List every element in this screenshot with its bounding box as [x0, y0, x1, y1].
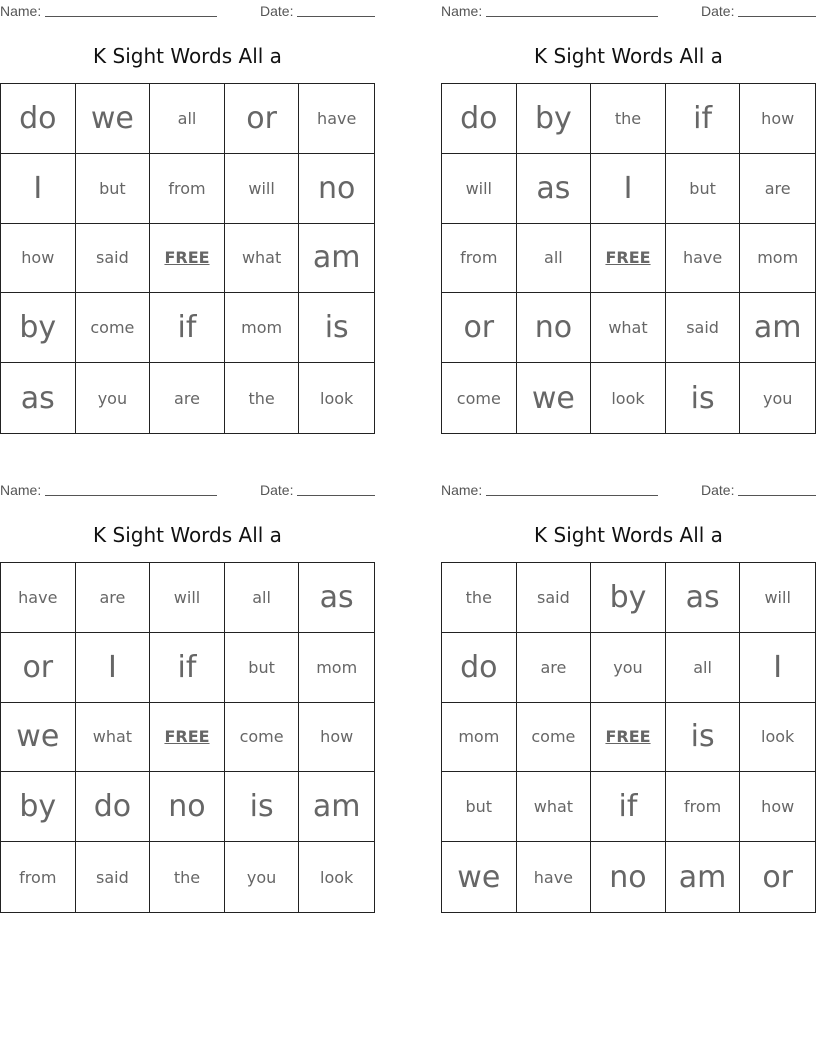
- word-cell: how: [1, 224, 76, 294]
- name-label: Name:: [0, 3, 42, 19]
- bingo-card: [0, 479, 375, 919]
- word-cell: all: [666, 633, 741, 703]
- word-cell: are: [740, 154, 815, 224]
- word-cell: come: [442, 363, 517, 433]
- word-cell: we: [76, 84, 151, 154]
- card-title: K Sight Words All a: [93, 523, 282, 547]
- word-cell: we: [1, 703, 76, 773]
- word-cell: what: [591, 293, 666, 363]
- word-cell: if: [150, 633, 225, 703]
- word-cell: you: [762, 388, 793, 408]
- word-cell: am: [299, 224, 374, 294]
- word-cell: look: [740, 703, 815, 773]
- word-cell: I: [1, 154, 76, 224]
- word-cell: from: [150, 154, 225, 224]
- word-cell: no: [591, 842, 666, 912]
- word-cell: we: [517, 363, 592, 433]
- name-label: Name:: [441, 482, 483, 498]
- word-cell: look: [320, 867, 354, 887]
- word-cell: do: [76, 772, 151, 842]
- word-cell: mom: [740, 224, 815, 294]
- word-cell: am: [666, 842, 741, 912]
- date-label: Date:: [701, 482, 735, 498]
- word-cell: how: [740, 84, 815, 154]
- word-cell: said: [666, 293, 741, 363]
- word-cell: is: [225, 772, 300, 842]
- word-cell: no: [299, 154, 374, 224]
- word-cell: mom: [442, 703, 517, 773]
- word-cell: you: [76, 363, 151, 433]
- word-cell: what: [517, 772, 592, 842]
- word-cell: come: [76, 293, 151, 363]
- word-cell: are: [517, 633, 592, 703]
- word-cell: or: [225, 84, 300, 154]
- word-cell: is: [666, 703, 741, 773]
- word-cell: all: [225, 563, 300, 633]
- word-cell: have: [666, 224, 741, 294]
- word-cell: the: [225, 363, 300, 433]
- word-cell: all: [517, 224, 592, 294]
- date-blank-line: [738, 495, 816, 496]
- word-cell: do: [1, 84, 76, 154]
- name-blank-line: [486, 495, 658, 496]
- bingo-grid: [441, 83, 816, 434]
- word-cell: what: [225, 224, 300, 294]
- word-cell: as: [299, 563, 374, 633]
- free-space-cell: FREE: [150, 224, 225, 294]
- word-cell: but: [225, 633, 300, 703]
- word-cell: how: [299, 703, 374, 773]
- date-label: Date:: [260, 3, 294, 19]
- word-cell: as: [666, 563, 741, 633]
- word-cell: if: [591, 772, 666, 842]
- card-header: [441, 482, 816, 498]
- word-cell: look: [320, 388, 354, 408]
- word-cell: mom: [225, 293, 300, 363]
- bingo-grid: [441, 562, 816, 913]
- word-cell: come: [517, 703, 592, 773]
- word-cell: have: [1, 563, 76, 633]
- word-cell: by: [591, 563, 666, 633]
- date-label: Date:: [260, 482, 294, 498]
- word-cell: but: [666, 154, 741, 224]
- word-cell: is: [299, 293, 374, 363]
- word-cell: the: [591, 84, 666, 154]
- word-cell: from: [666, 772, 741, 842]
- word-cell: from: [1, 842, 76, 912]
- word-cell: but: [442, 772, 517, 842]
- word-cell: I: [591, 154, 666, 224]
- bingo-card: [441, 0, 816, 440]
- card-title: K Sight Words All a: [534, 44, 723, 68]
- bingo-grid: [0, 83, 375, 434]
- card-header: [0, 3, 375, 19]
- name-blank-line: [45, 495, 217, 496]
- word-cell: but: [76, 154, 151, 224]
- name-label: Name:: [441, 3, 483, 19]
- date-blank-line: [297, 16, 375, 17]
- word-cell: come: [225, 703, 300, 773]
- date-blank-line: [738, 16, 816, 17]
- word-cell: you: [591, 633, 666, 703]
- word-cell: by: [1, 293, 76, 363]
- word-cell: the: [442, 563, 517, 633]
- word-cell: or: [762, 859, 794, 895]
- word-cell: am: [740, 293, 815, 363]
- bingo-card: [0, 0, 375, 440]
- word-cell: we: [442, 842, 517, 912]
- word-cell: no: [150, 772, 225, 842]
- word-cell: look: [591, 363, 666, 433]
- word-cell: if: [666, 84, 741, 154]
- card-header: [441, 3, 816, 19]
- date-label: Date:: [701, 3, 735, 19]
- word-cell: will: [442, 154, 517, 224]
- word-cell: said: [76, 842, 151, 912]
- word-cell: you: [225, 842, 300, 912]
- word-cell: said: [76, 224, 151, 294]
- name-blank-line: [486, 16, 658, 17]
- word-cell: have: [517, 842, 592, 912]
- free-space-cell: FREE: [591, 703, 666, 773]
- word-cell: mom: [299, 633, 374, 703]
- word-cell: will: [150, 563, 225, 633]
- date-blank-line: [297, 495, 375, 496]
- card-title: K Sight Words All a: [534, 523, 723, 547]
- word-cell: or: [1, 633, 76, 703]
- word-cell: do: [442, 633, 517, 703]
- card-header: [0, 482, 375, 498]
- word-cell: said: [517, 563, 592, 633]
- word-cell: is: [666, 363, 741, 433]
- word-cell: will: [740, 563, 815, 633]
- word-cell: as: [517, 154, 592, 224]
- bingo-grid: [0, 562, 375, 913]
- word-cell: by: [517, 84, 592, 154]
- word-cell: have: [299, 84, 374, 154]
- word-cell: by: [1, 772, 76, 842]
- word-cell: are: [150, 363, 225, 433]
- word-cell: from: [442, 224, 517, 294]
- word-cell: am: [299, 772, 374, 842]
- word-cell: or: [442, 293, 517, 363]
- word-cell: I: [76, 633, 151, 703]
- free-space-cell: FREE: [591, 224, 666, 294]
- word-cell: all: [150, 84, 225, 154]
- name-blank-line: [45, 16, 217, 17]
- name-label: Name:: [0, 482, 42, 498]
- card-title: K Sight Words All a: [93, 44, 282, 68]
- word-cell: if: [150, 293, 225, 363]
- free-space-cell: FREE: [150, 703, 225, 773]
- word-cell: as: [1, 363, 76, 433]
- word-cell: the: [150, 842, 225, 912]
- word-cell: how: [740, 772, 815, 842]
- bingo-card: [441, 479, 816, 919]
- word-cell: do: [442, 84, 517, 154]
- word-cell: no: [517, 293, 592, 363]
- word-cell: I: [740, 633, 815, 703]
- word-cell: are: [76, 563, 151, 633]
- word-cell: what: [76, 703, 151, 773]
- word-cell: will: [225, 154, 300, 224]
